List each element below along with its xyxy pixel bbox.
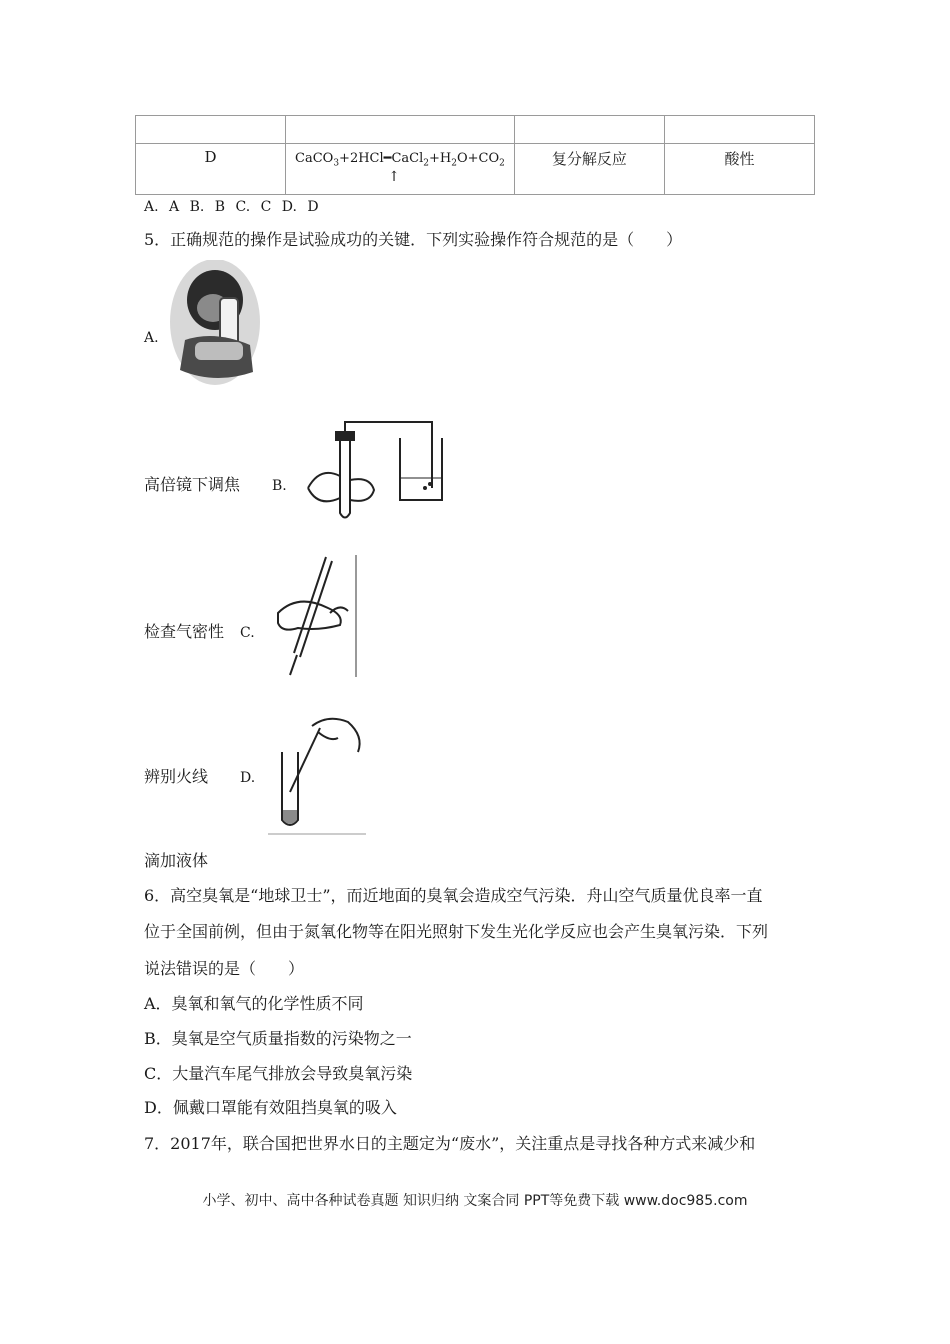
option-a-caption: 高倍镜下调焦 [144,475,241,494]
microscope-photo [165,260,265,390]
option-c-caption: 辨别火线 [144,767,209,786]
option-d-caption: 滴加液体 [144,851,209,870]
q5-option-a-label: A. [144,330,159,346]
dropper-figure [268,712,368,836]
chemical-equation: $CaCO_3+2HCl━CaCl_2+H_2O+CO_2$ [295,151,505,169]
q6-stem-line2: 位于全国前例，但由于氮氧化物等在阳光照射下发生光化学反应也会产生臭氧污染．下列 [144,922,769,941]
q7-stem-line1: 7．2017年，联合国把世界水日的主题定为“废水”，关注重点是寻找各种方式来减少和 [144,1134,756,1153]
option-cell: D [136,144,286,195]
q6-option-a: A．臭氧和氧气的化学性质不同 [144,994,364,1013]
test-pencil-figure [268,553,360,679]
option-b-caption: 检查气密性 [144,622,225,641]
q5-stem: 5．正确规范的操作是试验成功的关键．下列实验操作符合规范的是（ ） [144,230,683,249]
q6-option-d: D．佩戴口罩能有效阻挡臭氧的吸入 [144,1098,397,1117]
table-row [136,116,815,144]
equation-cell [286,144,515,195]
q4-table [135,115,815,195]
reaction-type-cell: 复分解反应 [514,144,664,195]
page-footer: 小学、初中、高中各种试卷真题 知识归纳 文案合同 PPT等免费下载 www.doc985.com [202,1193,748,1209]
q6-stem-line3: 说法错误的是（ ） [144,959,305,978]
q5-option-d-label: D. [240,770,256,786]
q4-options: A. A B. B C. C D. D [144,199,319,215]
table-row [136,144,815,195]
airtightness-check-figure [300,418,446,524]
gas-arrow-icon: ↑ [388,168,400,185]
q6-stem-line1: 6．高空臭氧是“地球卫士”，而近地面的臭氧会造成空气污染．舟山空气质量优良率一直 [144,886,763,905]
q5-option-b-label: B. [272,478,287,494]
property-cell: 酸性 [664,144,814,195]
q6-option-c: C．大量汽车尾气排放会导致臭氧污染 [144,1064,413,1083]
q5-option-c-label: C. [240,625,255,641]
q6-option-b: B．臭氧是空气质量指数的污染物之一 [144,1029,412,1048]
